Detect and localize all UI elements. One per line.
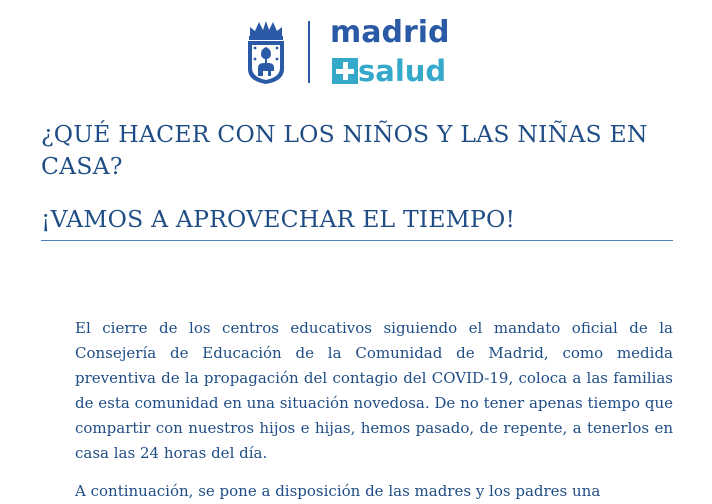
madrid-salud-logo [244, 17, 464, 87]
plus-icon [332, 58, 358, 84]
brand-madrid: madrid [330, 15, 450, 50]
body-paragraph: A continuación, se pone a disposición de las madres y los padres una [75, 482, 601, 500]
body-paragraph: El cierre de los centros educativos siguiendo el mandato oficial de la Consejería de Educación de la Comunidad de Madrid, como medida preventiva de la propagación del contagio del COVID-19, coloca a las familias de esta comunidad en una situación novedosa. De no tener apenas tiempo que compartir con nuestros hijos e hijas, hemos pasado, de repente, a tenerlos en casa las 24 horas del día. [75, 319, 673, 462]
brand-salud: salud [358, 54, 447, 88]
madrid-crest-icon [244, 19, 288, 85]
title-rule [41, 240, 673, 241]
page-title: ¿QUÉ HACER CON LOS NIÑOS Y LAS NIÑAS EN CASA? [41, 120, 648, 180]
logo-divider [308, 21, 310, 83]
page-subtitle: ¡VAMOS A APROVECHAR EL TIEMPO! [41, 205, 516, 233]
